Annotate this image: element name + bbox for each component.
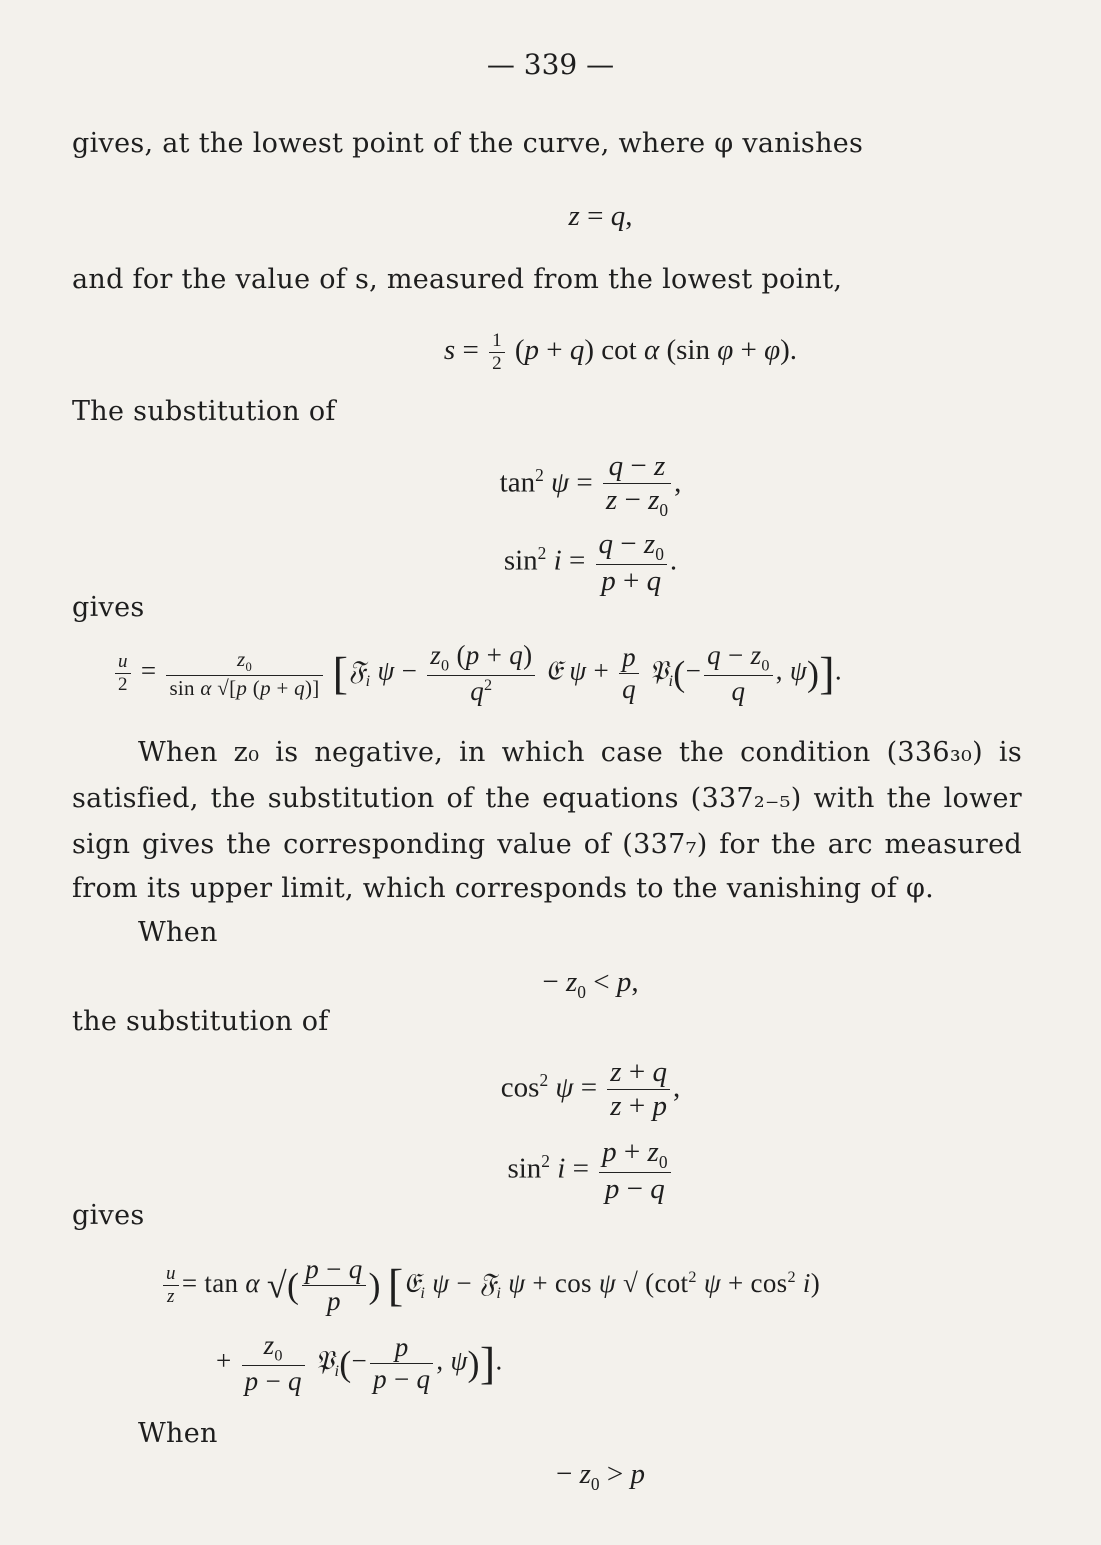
equation-sin-i: $\sin^2 i$ = $\frac{q - z_0}{p + q}$ . xyxy=(503,528,678,597)
paragraph-line: When xyxy=(138,1418,218,1449)
equation-u-second-case-line1: $\frac{u}{z}$ = tan α √( $\frac{p - q}{p}$ ) [𝔈$_i$ ψ − 𝔉$_i$ ψ + cos ψ √ ($\cot^2$ $\psi + \cos^2 i$) xyxy=(160,1254,820,1317)
paragraph-line: the substitution of xyxy=(72,1006,329,1037)
paragraph-line: from its upper limit, which corresponds to the vanishing of φ. xyxy=(72,873,935,904)
paragraph-line: satisfied, the substitution of the equations (337₂₋₅) with the lower xyxy=(72,783,1022,814)
equation-z-equals-q: z = q, xyxy=(568,200,633,232)
equation-tan-psi: $\tan^2 \psi$ = $\frac{q - z}{z - z_0}$ , xyxy=(499,450,682,521)
equation-arc-length: s = $\frac{1}{2}$ (p + q) cot α (sin φ + φ). xyxy=(443,330,798,374)
equation-z0-greater-than-p: − $z_0 > p$ xyxy=(556,1458,645,1494)
equation-sin-i-second: $\sin^2 i$ = $\frac{p + z_0}{p - q}$ xyxy=(0,1136,1101,1206)
equation-cos-psi: $\cos^2 \psi$ = $\frac{z + q}{z + p}$ , xyxy=(500,1056,681,1123)
paragraph-line: sign gives the corresponding value of (337₇) for the arc measured xyxy=(72,829,1022,860)
paragraph-line: When z₀ is negative, in which case the condition (336₃₀) is xyxy=(138,737,1022,768)
paragraph-line: and for the value of s, measured from the lowest point, xyxy=(72,264,843,295)
paragraph-line: The substitution of xyxy=(72,396,336,427)
paragraph-line: gives xyxy=(72,1200,145,1231)
paragraph-line: gives xyxy=(72,592,145,623)
paragraph-line: When xyxy=(138,917,218,948)
page-number: — 339 — xyxy=(486,48,615,81)
equation-z0-less-than-p: − $z_0 < p$, xyxy=(542,966,639,1002)
equation-u-first-case: $\frac{u}{2}$ = $\frac{z_0}{\text{sin α √[p (p + q)]}}$ [𝔉$_i$ ψ − $\frac{z_0 (p + q)}{q^2}$ 𝔈 ψ + $\frac{p}{q}$ 𝔓$_i$(− $\frac{q - z_0}{q}$ , ψ)]. xyxy=(112,640,842,707)
equation-u-second-case-line2: + $\frac{z_0}{p - q}$ 𝔓$_i$(− $\frac{p}{p - q}$ , ψ)]. xyxy=(216,1330,503,1397)
paragraph-line: gives, at the lowest point of the curve, where φ vanishes xyxy=(72,128,864,159)
